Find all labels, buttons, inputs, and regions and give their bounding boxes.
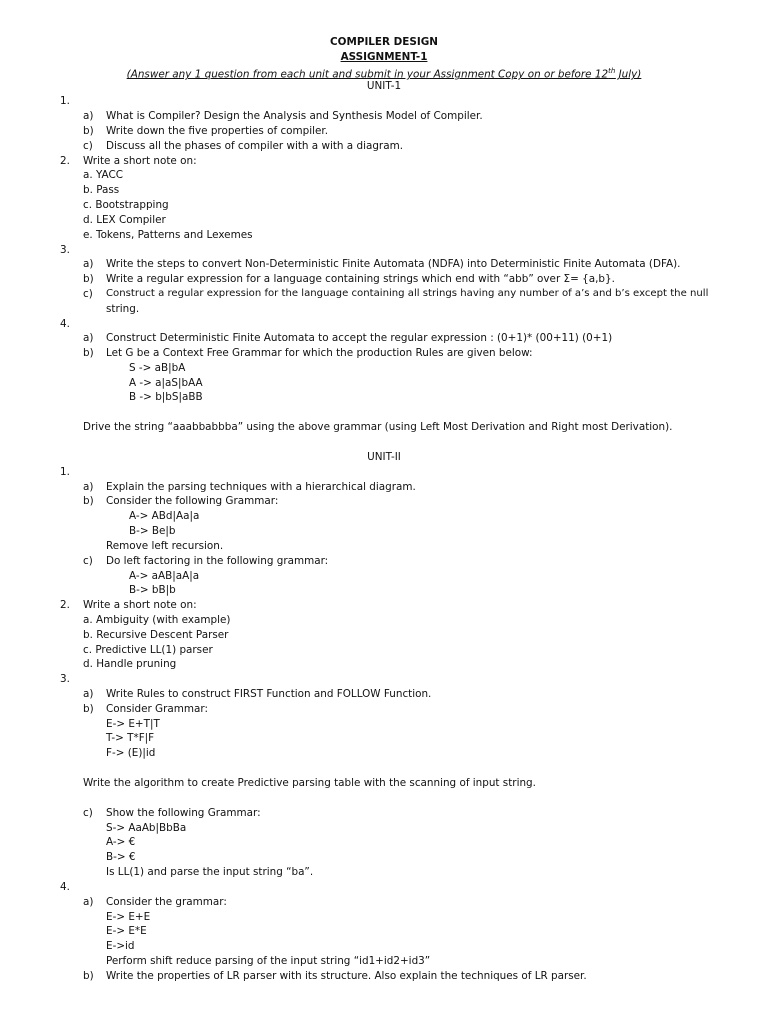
part-text: Write the properties of LR parser with its structure. Also explain the techniques of LR parser.: [106, 970, 587, 982]
item-text: c. Bootstrapping: [83, 199, 169, 211]
rule-text: T-> T*F|F: [106, 732, 155, 744]
part-label: c): [83, 555, 93, 567]
unit2-title: UNIT-II: [367, 451, 401, 463]
rule-text: A -> a|aS|bAA: [129, 377, 203, 389]
part-text: Construct a regular expression for the language containing all strings having any number of a’s and b’s except the null: [106, 288, 709, 299]
part-label: a): [83, 332, 94, 344]
part-label: b): [83, 347, 94, 359]
question-number: 4.: [60, 318, 70, 330]
rule-text: E-> E+E: [106, 911, 151, 923]
item-text: e. Tokens, Patterns and Lexemes: [83, 229, 253, 241]
part-text: Discuss all the phases of compiler with a with a diagram.: [106, 140, 403, 152]
rule-text: B-> bB|b: [129, 584, 176, 596]
question-number: 1.: [60, 466, 70, 478]
part-text: What is Compiler? Design the Analysis and Synthesis Model of Compiler.: [106, 110, 483, 122]
part-label: c): [83, 140, 93, 152]
part-label: a): [83, 481, 94, 493]
part-text: Explain the parsing techniques with a hierarchical diagram.: [106, 481, 416, 493]
part-text: Write down the five properties of compiler.: [106, 125, 329, 137]
rule-text: A-> ABd|Aa|a: [129, 510, 200, 522]
unit1-title: UNIT-1: [366, 80, 402, 92]
part-label: a): [83, 896, 94, 908]
part-text: Write the steps to convert Non-Deterministic Finite Automata (NDFA) into Deterministic Finite Automata (DFA).: [106, 258, 681, 270]
rule-text: S-> AaAb|BbBa: [106, 822, 187, 834]
question-number: 3.: [60, 244, 70, 256]
part-label: b): [83, 495, 94, 507]
task-text: Is LL(1) and parse the input string “ba”.: [106, 866, 314, 878]
question-number: 3.: [60, 673, 70, 685]
instruction-text: (Answer any 1 question from each unit and submit in your Assignment Copy on or before 12: [126, 68, 609, 81]
rule-text: B-> €: [106, 851, 136, 863]
part-label: a): [83, 110, 94, 122]
rule-text: E->id: [106, 940, 135, 952]
rule-text: B -> b|bS|aBB: [129, 391, 203, 403]
algo-text: Write the algorithm to create Predictive parsing table with the scanning of input string.: [83, 777, 536, 789]
item-text: a. YACC: [83, 169, 123, 181]
instruction-superscript: th: [608, 67, 616, 75]
item-text: c. Predictive LL(1) parser: [83, 644, 213, 656]
part-text: Construct Deterministic Finite Automata to accept the regular expression : (0+1)* (00+11) (0+1): [106, 332, 613, 344]
question-number: 2.: [60, 155, 70, 167]
question-text: Write a short note on:: [83, 599, 197, 611]
item-text: d. LEX Compiler: [83, 214, 166, 226]
part-label: c): [83, 807, 93, 819]
question-text: Write a short note on:: [83, 155, 197, 167]
part-text: Do left factoring in the following grammar:: [106, 555, 329, 567]
item-text: b. Pass: [83, 184, 120, 196]
question-number: 2.: [60, 599, 70, 611]
derive-text: Drive the string “aaabbabbba” using the above grammar (using Left Most Derivation and Right most Derivation).: [83, 421, 673, 433]
part-label: b): [83, 970, 94, 982]
item-text: d. Handle pruning: [83, 658, 177, 670]
assignment-title: ASSIGNMENT-1: [340, 51, 428, 63]
part-label: a): [83, 258, 94, 270]
task-text: Perform shift reduce parsing of the input string “id1+id2+id3”: [106, 955, 431, 967]
rule-text: S -> aB|bA: [129, 362, 186, 374]
rule-text: A-> aAB|aA|a: [129, 570, 200, 582]
rule-text: E-> E*E: [106, 925, 147, 937]
document-title: COMPILER DESIGN: [330, 36, 438, 48]
rule-text: B-> Be|b: [129, 525, 176, 537]
part-label: b): [83, 125, 94, 137]
item-text: a. Ambiguity (with example): [83, 614, 231, 626]
rule-text: E-> E+T|T: [106, 718, 160, 730]
part-label: b): [83, 703, 94, 715]
part-text: Consider the grammar:: [106, 896, 227, 908]
item-text: b. Recursive Descent Parser: [83, 629, 229, 641]
question-number: 1.: [60, 95, 70, 107]
rule-text: A-> €: [106, 836, 136, 848]
part-text: Write a regular expression for a language containing strings which end with “abb” over Σ= {a,b}.: [106, 273, 615, 285]
part-label: c): [83, 288, 93, 300]
part-label: a): [83, 688, 94, 700]
rule-text: F-> (E)|id: [106, 747, 156, 759]
part-label: b): [83, 273, 94, 285]
part-text-continued: string.: [106, 303, 140, 315]
task-text: Remove left recursion.: [106, 540, 224, 552]
part-text: Let G be a Context Free Grammar for which the production Rules are given below:: [106, 347, 533, 359]
part-text: Consider the following Grammar:: [106, 495, 279, 507]
instruction-text-end: July): [615, 68, 642, 81]
part-text: Show the following Grammar:: [106, 807, 261, 819]
part-text: Write Rules to construct FIRST Function and FOLLOW Function.: [106, 688, 432, 700]
part-text: Consider Grammar:: [106, 703, 208, 715]
question-number: 4.: [60, 881, 70, 893]
